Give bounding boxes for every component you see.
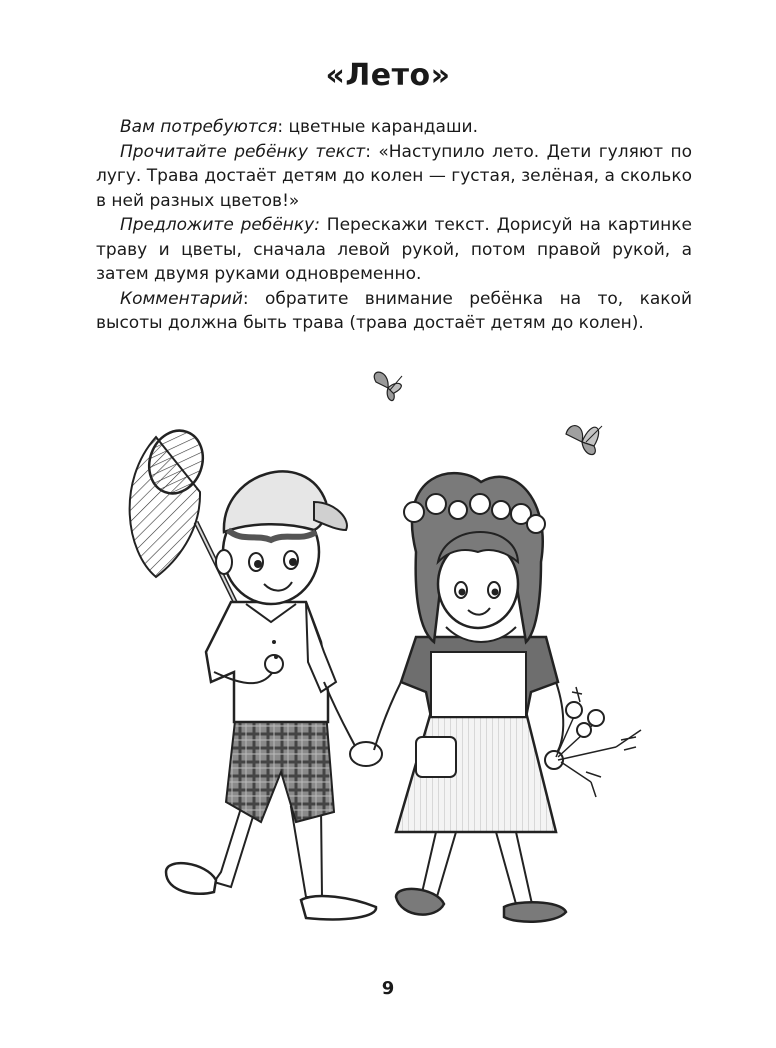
comment-paragraph [96,287,692,336]
clasped-hands [350,742,382,766]
butterfly-icon [566,426,602,455]
materials-label: Вам потребуются [120,117,278,137]
page-number: 9 [381,978,395,999]
girl-figure [374,473,566,922]
task-label: Предложите ребёнку: [120,215,320,235]
children-illustration [96,352,676,942]
read-text-body: : «Наступило лето. Дети гуляют по лугу. Трава достаёт детям до колен — густая, зелёная, а сколько в ней разных цветов!» [96,141,693,211]
page-title: «Лето» [325,58,451,93]
task-text: Перескажи текст. Дорисуй на картинке траву и цветы, сначала левой рукой, потом правой рукой, а затем двумя руками одновременно. [96,215,693,284]
task-paragraph [96,213,692,287]
comment-label: Комментарий [120,288,243,309]
instructions-text [96,115,692,336]
flower-bouquet-icon [556,687,641,797]
read-text-label: Прочитайте ребёнку текст [120,141,366,162]
read-text-paragraph [96,140,692,214]
materials-paragraph [96,115,692,140]
butterfly-icon [374,372,402,400]
boy-figure [166,471,376,919]
comment-text: : обратите внимание ребёнка на то, какой высоты должна быть трава (трава достаёт детям до колен). [96,288,692,333]
materials-text: : цветные карандаши. [277,117,478,137]
